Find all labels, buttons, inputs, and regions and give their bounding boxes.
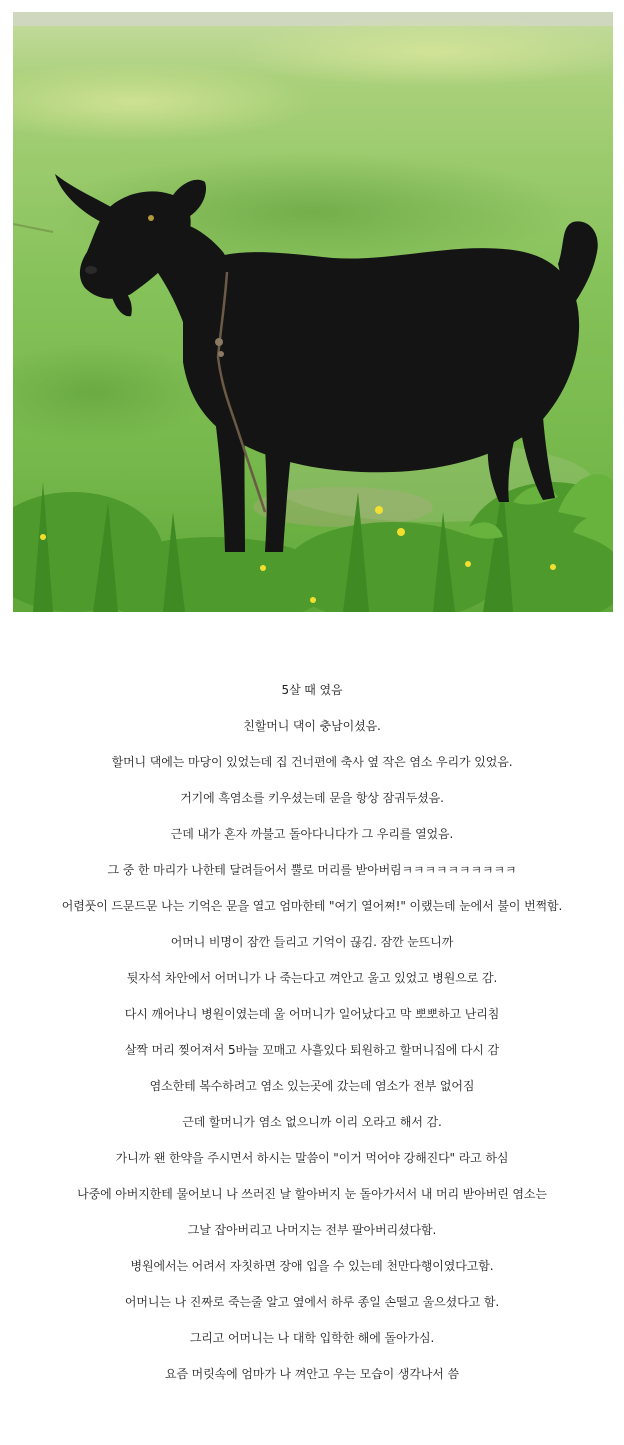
story-line-18: 어머니는 나 진짜로 죽는줄 알고 옆에서 하루 종일 손떨고 울으셨다고 함. — [124, 1295, 500, 1309]
story-line-8: 어머니 비명이 잠깐 들리고 기억이 끊김. 잠깐 눈뜨니까 — [170, 935, 454, 949]
story-line-16: 그날 잡아버리고 나머지는 전부 팔아버리셨다함. — [187, 1223, 437, 1237]
story-line-17: 병원에서는 어려서 자칫하면 장애 입을 수 있는데 천만다행이였다고함. — [130, 1259, 494, 1273]
story-line-20: 요즘 머릿속에 엄마가 나 껴안고 우는 모습이 생각나서 씀 — [164, 1367, 460, 1381]
story-line-7: 어렴풋이 드문드문 나는 기억은 문을 열고 엄마한테 "여기 열어쪄!" 이랬는데 눈에서 불이 번쩍함. — [61, 899, 563, 913]
story-line-14: 가니까 왠 한약을 주시면서 하시는 말씀이 "이거 먹어야 강해진다" 라고 하심 — [115, 1151, 509, 1165]
story-line-13: 근데 할머니가 염소 없으니까 이리 오라고 해서 감. — [182, 1115, 442, 1129]
story-line-2: 친할머니 댁이 충남이셨음. — [243, 719, 381, 733]
goat-image-icon — [13, 12, 613, 612]
story-line-10: 다시 깨어나니 병원이였는데 울 어머니가 일어났다고 막 뽀뽀하고 난리침 — [124, 1007, 500, 1021]
story-line-6: 그 중 한 마리가 나한테 달려들어서 뿔로 머리를 받아버림ㅋㅋㅋㅋㅋㅋㅋㅋㅋㅋ — [107, 863, 517, 877]
story-line-4: 거기에 흑염소를 키우셨는데 문을 항상 잠궈두셨음. — [180, 791, 444, 805]
story-line-12: 염소한테 복수하려고 염소 있는곳에 갔는데 염소가 전부 없어짐 — [149, 1079, 475, 1093]
black-goat-photo — [13, 12, 613, 612]
story-line-5: 근데 내가 혼자 까불고 돌아다니다가 그 우리를 열었음. — [170, 827, 454, 841]
story-line-19: 그리고 어머니는 나 대학 입학한 해에 돌아가심. — [189, 1331, 435, 1345]
story-line-1: 5살 때 였음 — [281, 683, 343, 697]
story-line-3: 할머니 댁에는 마당이 있었는데 집 건너편에 축사 옆 작은 염소 우리가 있었음. — [111, 755, 513, 769]
story-line-11: 살짝 머리 찢어져서 5바늘 꼬매고 사흘있다 퇴원하고 할머니집에 다시 감 — [124, 1043, 500, 1057]
story-line-15: 나중에 아버지한테 물어보니 나 쓰러진 날 할아버지 눈 돌아가서서 내 머리 받아버린 염소는 — [77, 1187, 547, 1201]
story-text — [0, 672, 624, 1392]
story-line-9: 뒷자석 차안에서 어머니가 나 죽는다고 껴안고 울고 있었고 병원으로 감. — [126, 971, 498, 985]
